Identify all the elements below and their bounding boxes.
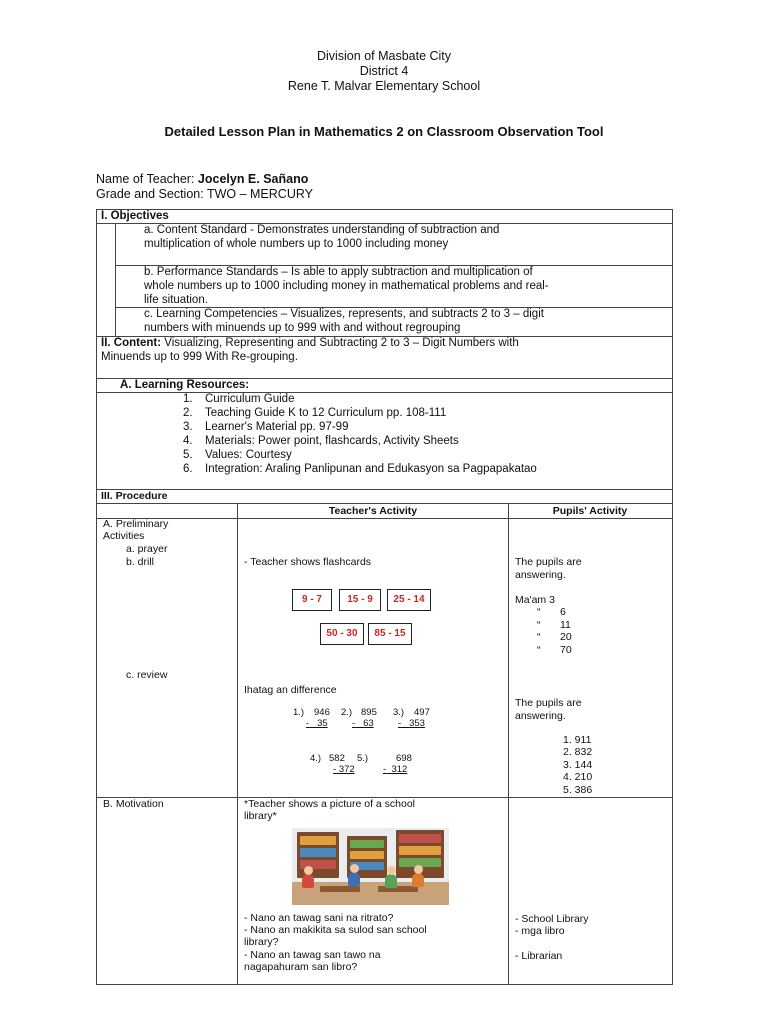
prayer-label: a. prayer [126, 543, 168, 555]
performance-standard-line3: life situation. [144, 294, 208, 306]
problem-label: 2.) [341, 707, 353, 718]
teacher-picture-text-2: library* [244, 810, 277, 822]
problem-top: 895 [361, 707, 377, 718]
review-answer: 1. 911 [563, 734, 592, 746]
resources-heading-text: . Learning Resources: [128, 379, 250, 391]
list-item: 4. [183, 435, 193, 447]
pupils-answering-1: The pupils are [515, 556, 582, 568]
school-library-illustration [292, 828, 449, 905]
review-answer: 5. 386 [563, 784, 593, 796]
content-label: II. Content: [101, 337, 162, 349]
problem-label: 4.) [310, 753, 322, 764]
problem-bottom: - 353 [398, 718, 425, 729]
school-name: Rene T. Malvar Elementary School [287, 79, 481, 93]
list-item: Integration: Araling Panlipunan and Edukasyon sa Pagpapakatao [205, 463, 537, 475]
problem-label: 1.) [293, 707, 305, 718]
drill-answer-first: Ma'am 3 [515, 594, 555, 606]
review-label: c. review [126, 669, 168, 681]
drill-answer: 20 [560, 631, 572, 643]
list-item: Materials: Power point, flashcards, Activity Sheets [205, 435, 459, 447]
preliminary-label-2: Activities [103, 530, 145, 542]
motivation-label: B. Motivation [103, 798, 164, 810]
problem-top: 582 [329, 753, 345, 764]
grade-section: Grade and Section: TWO – MERCURY [96, 187, 313, 201]
problem-top: 497 [414, 707, 430, 718]
problem-bottom: - 35 [306, 718, 328, 729]
drill-label: b. drill [126, 556, 155, 568]
teacher-flashcards-text: - Teacher shows flashcards [244, 556, 372, 568]
problem-top: 946 [314, 707, 330, 718]
flashcard: 50 - 30 [320, 623, 364, 645]
problem-label: 3.) [393, 707, 405, 718]
preliminary-label-1: A. Preliminary [103, 518, 169, 530]
document-title: Detailed Lesson Plan in Mathematics 2 on Classroom Observation Tool [164, 124, 604, 139]
content-line2: Minuends up to 999 With Re-grouping. [101, 351, 298, 363]
ditto-mark: “ [537, 619, 541, 631]
list-item: 6. [183, 463, 193, 475]
learning-competency-line1: c. Learning Competencies – Visualizes, represents, and subtracts 2 to 3 – digit [144, 308, 544, 320]
answer-2: - mga libro [515, 925, 565, 937]
content-text: Visualizing, Representing and Subtracting 2 to 3 – Digit Numbers with [161, 337, 519, 349]
drill-answer: 70 [560, 644, 572, 656]
performance-standard-line2: whole numbers up to 1000 including money in mathematical problems and real- [144, 280, 549, 292]
division-name: Division of Masbate City [316, 49, 452, 63]
performance-standard-line1: b. Performance Standards – Is able to apply subtraction and multiplication of [144, 266, 533, 278]
resources-heading-letter: A [120, 379, 129, 391]
list-item: 3. [183, 421, 193, 433]
list-item: Teaching Guide K to 12 Curriculum pp. 108-111 [205, 407, 447, 419]
teacher-name-line [96, 172, 308, 187]
objectives-heading: I. Objectives [101, 210, 169, 222]
learning-competency-line2: numbers with minuends up to 999 with and without regrouping [144, 322, 461, 334]
list-item: 5. [183, 449, 193, 461]
content-standard-line1: a. Content Standard - Demonstrates understanding of subtraction and [144, 224, 500, 236]
problem-top: 698 [396, 753, 412, 764]
review-instruction: Ihatag an difference [244, 684, 337, 696]
pupils-answering-review-1: The pupils are [515, 697, 582, 709]
pupils-answering-review-2: answering. [515, 710, 566, 722]
teacher-activity-header: Teacher's Activity [328, 505, 418, 517]
ditto-mark: “ [537, 631, 541, 643]
question-3-line2: nagapahuram san libro? [244, 961, 358, 973]
drill-answer: 11 [560, 619, 571, 631]
list-item: Learner's Material pp. 97-99 [205, 421, 349, 433]
problem-bottom: - 372 [333, 764, 355, 775]
flashcard: 85 - 15 [368, 623, 412, 645]
content-line1 [101, 337, 519, 351]
district-name: District 4 [359, 64, 409, 78]
problem-label: 5.) [357, 753, 369, 764]
review-answer: 4. 210 [563, 771, 593, 783]
teacher-picture-text-1: *Teacher shows a picture of a school [244, 798, 416, 810]
drill-answer: 6 [560, 606, 566, 618]
list-item: 1. [183, 393, 193, 405]
ditto-mark: “ [537, 606, 541, 618]
question-2-line1: - Nano an makikita sa sulod san school [244, 924, 427, 936]
review-answer: 2. 832 [563, 746, 593, 758]
pupils-answering-2: answering. [515, 569, 566, 581]
question-1: - Nano an tawag sani na ritrato? [244, 912, 394, 924]
procedure-heading: III. Procedure [101, 490, 168, 502]
list-item: Values: Courtesy [205, 449, 292, 461]
flashcard: 25 - 14 [387, 589, 431, 611]
answer-1: - School Library [515, 913, 589, 925]
content-standard-line2: multiplication of whole numbers up to 1000 including money [144, 238, 449, 250]
question-2-line2: library? [244, 936, 279, 948]
review-answer: 3. 144 [563, 759, 593, 771]
problem-bottom: - 63 [352, 718, 374, 729]
question-3-line1: - Nano an tawag san tawo na [244, 949, 381, 961]
list-item: Curriculum Guide [205, 393, 295, 405]
list-item: 2. [183, 407, 193, 419]
answer-3: - Librarian [515, 950, 563, 962]
flashcard: 15 - 9 [339, 589, 381, 611]
problem-bottom: - 312 [383, 764, 408, 775]
pupils-activity-header: Pupils' Activity [552, 505, 628, 517]
learning-resources-heading [120, 379, 249, 393]
ditto-mark: “ [537, 644, 541, 656]
teacher-name: Jocelyn E. Sañano [197, 172, 309, 186]
flashcard: 9 - 7 [292, 589, 332, 611]
teacher-label: Name of Teacher: [96, 172, 198, 186]
